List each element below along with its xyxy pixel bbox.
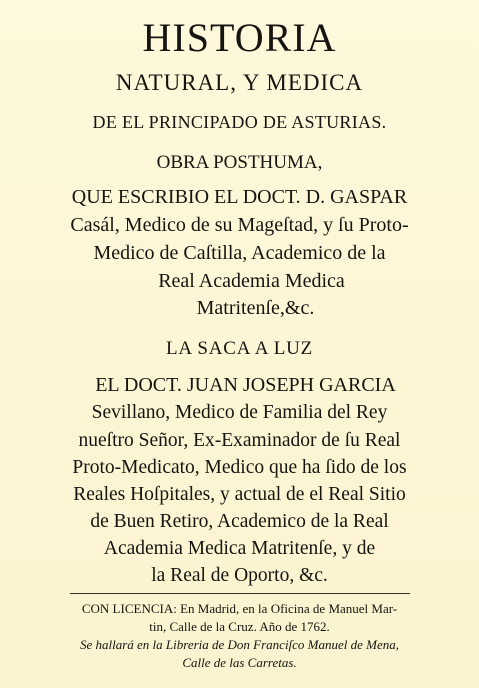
imprint-line: CON LICENCIA: En Madrid, en la Oficina de Manuel Mar- [81, 601, 398, 616]
author-line: QUE ESCRIBIO EL DOCT. D. GASPAR [71, 186, 408, 208]
editor-line: nueſtro Señor, Ex-Examinador de ſu Real [78, 430, 401, 451]
author-line: Casál, Medico de su Mageſtad, y ſu Proto- [70, 214, 409, 236]
author-line: Real Academia Medica [158, 270, 345, 292]
title-line-2: NATURAL, Y MEDICA [115, 70, 364, 95]
editor-line: de Buen Retiro, Academico de la Real [90, 511, 389, 532]
editor-line: Sevillano, Medico de Familia del Rey [91, 402, 388, 423]
author-line: Matritenſe,&c. [196, 297, 315, 319]
editor-line: la Real de Oporto, &c. [151, 565, 328, 586]
title-line-3: DE EL PRINCIPADO DE ASTURIAS. [92, 112, 387, 132]
imprint-line: tin, Calle de la Cruz. Año de 1762. [149, 619, 330, 634]
subtitle: OBRA POSTHUMA, [156, 152, 323, 173]
editor-line: EL DOCT. JUAN JOSEPH GARCIA [95, 374, 396, 396]
imprint-divider [70, 593, 410, 594]
editor-line: Proto-Medicato, Medico que ha ſido de los [72, 457, 407, 478]
main-title: HISTORIA [142, 15, 337, 60]
editor-heading: LA SACA A LUZ [165, 338, 314, 359]
editor-line: Academia Medica Matritenſe, y de [103, 538, 376, 559]
editor-line: Reales Hoſpitales, y actual de el Real Sitio [73, 484, 406, 505]
imprint-line: Calle de las Carretas. [182, 655, 297, 670]
imprint-line: Se hallará en la Libreria de Don Franciſco Manuel de Mena, [79, 637, 400, 652]
author-line: Medico de Caſtilla, Academico de la [93, 242, 386, 264]
